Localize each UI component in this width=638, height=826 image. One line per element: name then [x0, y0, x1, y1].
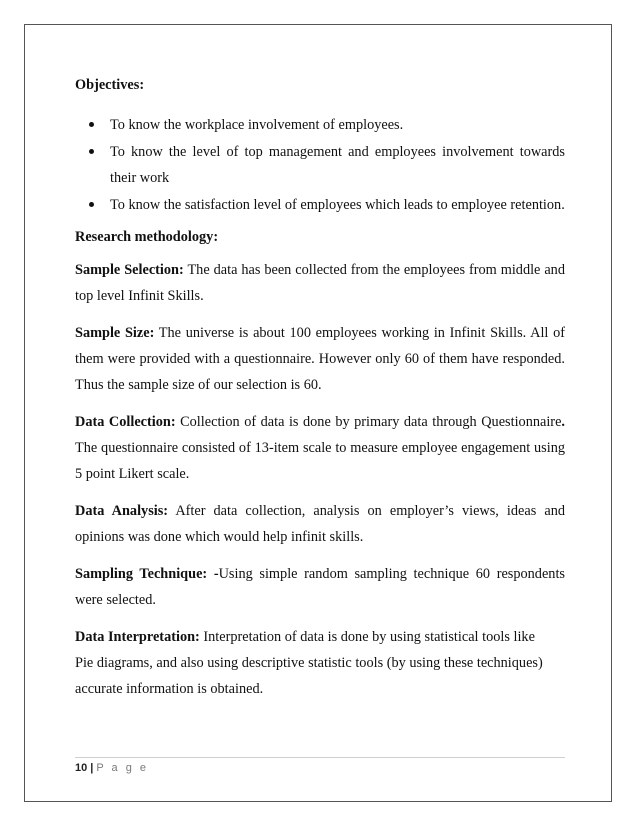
sample-size-label: Sample Size: — [75, 325, 155, 341]
list-item: To know the level of top management and employees involvement towards their work — [75, 139, 565, 191]
list-item: To know the satisfaction level of employees which leads to employee retention. — [75, 192, 565, 218]
data-analysis-paragraph: Data Analysis: After data collection, analysis on employer’s views, ideas and opinions was done which would help infinit skills. — [75, 503, 565, 545]
data-collection-paragraph: Data Collection: Collection of data is done by primary data through Questionnaire. The questionnaire consisted of 13-item scale to measure employee engagement using 5 point Likert scale. — [75, 414, 565, 482]
sampling-technique-label: Sampling Technique: - — [75, 566, 219, 582]
page-label: P a g e — [96, 762, 149, 774]
bullet-icon — [89, 149, 94, 154]
page-number: 10 — [75, 762, 88, 774]
data-collection-label: Data Collection: — [75, 414, 176, 430]
page-footer — [75, 762, 149, 774]
research-methodology-heading: Research methodology: — [75, 229, 219, 245]
document-body — [75, 72, 565, 713]
data-interpretation-paragraph: Data Interpretation: Interpretation of data is done by using statistical tools like Pie diagrams, and also using descriptive statistic tools (by using these techniques) accurate information is obtained. — [75, 629, 543, 697]
sample-selection-label: Sample Selection: — [75, 262, 184, 278]
bullet-icon — [89, 122, 94, 127]
objectives-heading: Objectives: — [75, 77, 145, 93]
sampling-technique-paragraph: Sampling Technique: -Using simple random sampling technique 60 respondents were selected. — [75, 566, 565, 608]
objectives-list — [75, 112, 565, 218]
list-item: To know the workplace involvement of employees. — [75, 112, 565, 138]
sample-selection-paragraph: Sample Selection: The data has been collected from the employees from middle and top level Infinit Skills. — [75, 262, 565, 304]
bullet-icon — [89, 202, 94, 207]
data-analysis-label: Data Analysis: — [75, 503, 169, 519]
sample-size-paragraph: Sample Size: The universe is about 100 employees working in Infinit Skills. All of them were provided with a questionnaire. However only 60 of them have responded. Thus the sample size of our selection is 60. — [75, 325, 565, 393]
footer-separator: | — [90, 762, 94, 774]
footer-divider — [75, 757, 565, 758]
data-interpretation-label: Data Interpretation: — [75, 629, 200, 645]
